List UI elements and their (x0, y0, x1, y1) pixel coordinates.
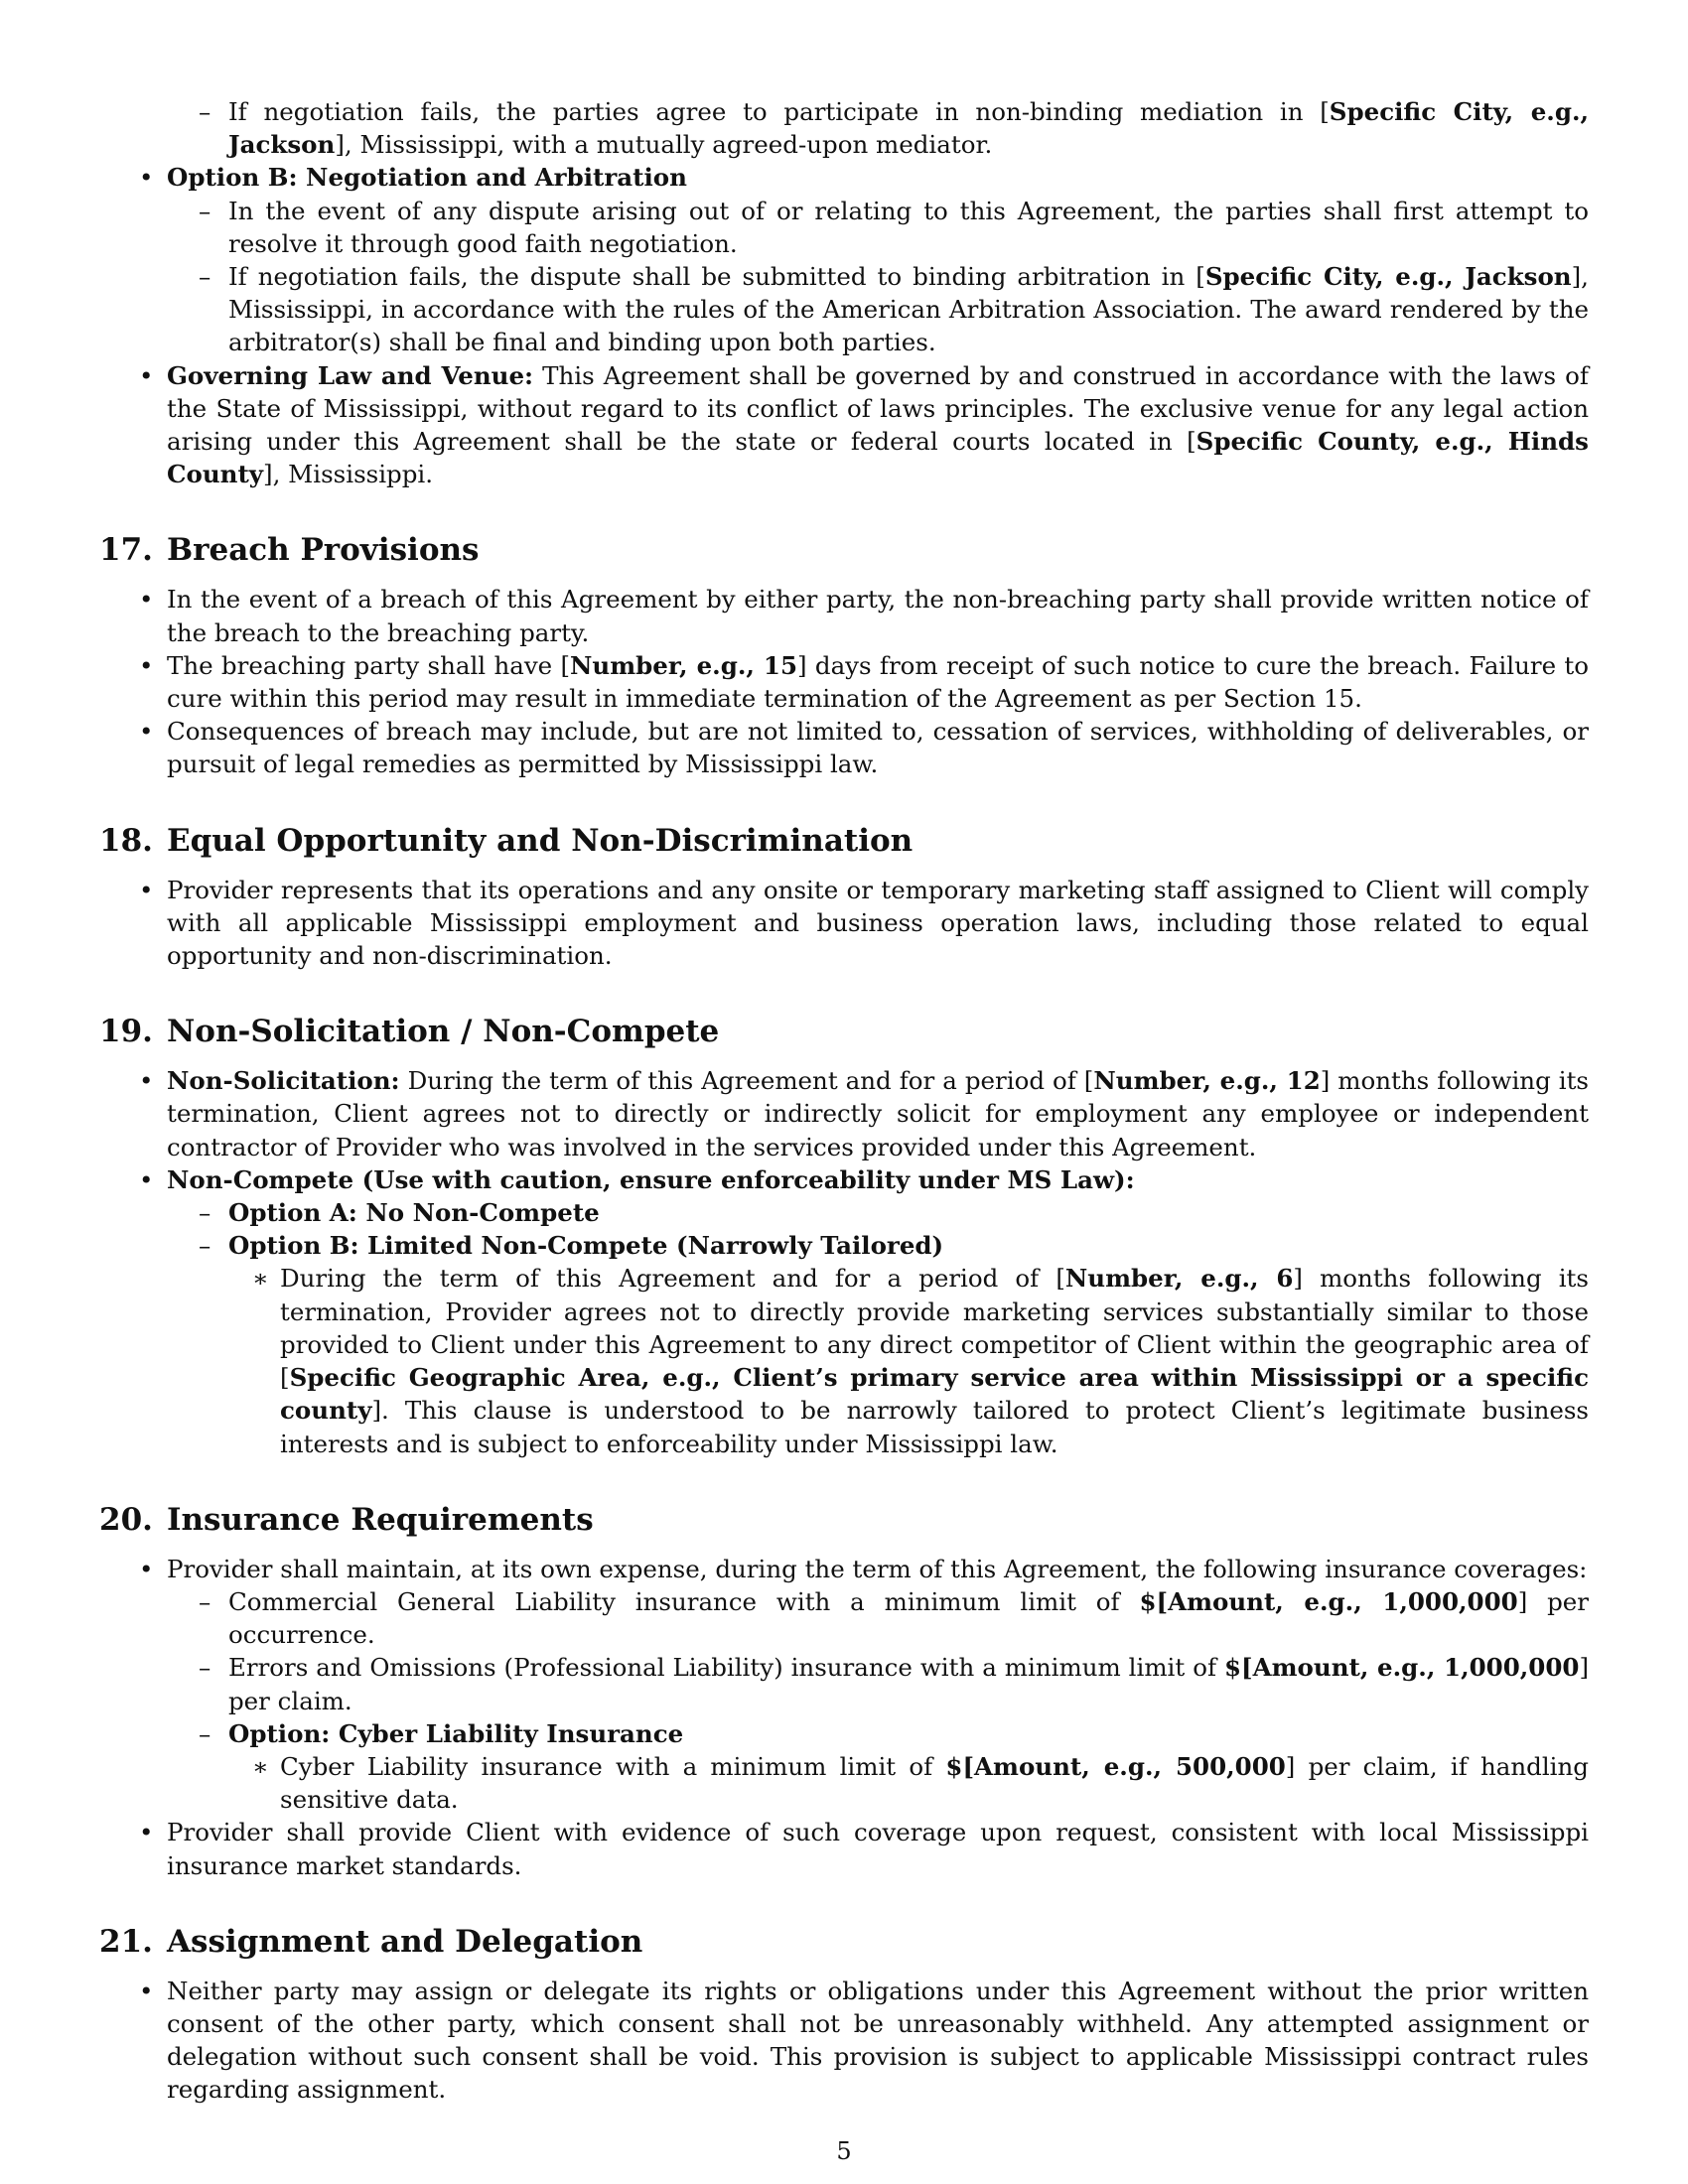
page-number: 5 (836, 2137, 852, 2165)
text-run: ] days from receipt of such notice to cure the breach. Failure to cure within this period may result in immediate termination of the Agreement as per Section 15. (167, 650, 1589, 714)
placeholder-field: Specific Geographic Area, e.g., Client’s primary service area within Mississippi or a specific county (280, 1363, 1589, 1426)
text-run: Cyber Liability insurance with a minimum limit of (280, 1751, 946, 1781)
text-run: Provider shall provide Client with evidence of such coverage upon request, consistent with local Mississippi insurance market standards. (167, 1818, 1589, 1880)
placeholder-field: Number, e.g., 6 (1064, 1264, 1294, 1294)
option-label: Option A: No Non-Compete (228, 1198, 600, 1228)
text-run: ], Mississippi, in accordance with the rules of the American Arbitration Association. The award rendered by the arbitrator(s) shall be final and binding upon both parties. (228, 262, 1589, 357)
arbitration-item (228, 260, 1589, 359)
section-number: 18. (99, 822, 153, 859)
text-run: Neither party may assign or delegate its rights or obligations under this Agreement without the prior written consent of the other party, which consent shall not be unreasonably withheld. Any attempted assignment or delegation without such consent shall be void. This provision is subject to applicable Mississippi contract rules regarding assignment. (167, 1976, 1589, 2105)
text-run: The breaching party shall have [ (167, 650, 571, 680)
text-run: ] per claim, if handling sensitive data. (280, 1751, 1589, 1815)
option-a-item (228, 1196, 1589, 1229)
non-compete-item (167, 1163, 1589, 1196)
item-label: Non-Compete (Use with caution, ensure enforceability under MS Law): (167, 1164, 1135, 1194)
non-solicitation-item (167, 1064, 1589, 1163)
equal-opportunity-item (167, 874, 1589, 973)
placeholder-field: $[Amount, e.g., 500,000 (945, 1751, 1286, 1781)
breach-cure-item (167, 649, 1589, 715)
text-run: This Agreement shall be governed by and construed in accordance with the laws of the State of Mississippi, without regard to its conflict of laws principles. The exclusive venue for any legal action arising under this Agreement shall be the state or federal courts located in [ (167, 360, 1589, 457)
section-title: Insurance Requirements (166, 1501, 594, 1538)
placeholder-field: Specific City, e.g., Jackson (228, 97, 1590, 160)
governing-law-item (167, 359, 1589, 491)
breach-notice-item (167, 583, 1589, 648)
option-label: Option B: Negotiation and Arbitration (167, 163, 687, 193)
insurance-evidence-item (167, 1816, 1589, 1881)
item-label: Governing Law and Venue: (167, 360, 534, 390)
text-run: If negotiation fails, the parties agree to participate in non-binding mediation in [ (228, 97, 1330, 126)
placeholder-field: Number, e.g., 12 (1093, 1066, 1321, 1096)
text-run: During the term of this Agreement and for a period of [ (280, 1264, 1065, 1294)
section-title: Assignment and Delegation (166, 1923, 643, 1960)
placeholder-field: $[Amount, e.g., 1,000,000 (1223, 1653, 1580, 1683)
eo-insurance-item (228, 1651, 1589, 1716)
page-content (99, 95, 1589, 2107)
text-run: ] per occurrence. (228, 1586, 1589, 1650)
text-run: If negotiation fails, the dispute shall be submitted to binding arbitration in [ (228, 262, 1205, 292)
negotiation-item (228, 195, 1589, 260)
section-21-heading (99, 1922, 1589, 1962)
text-run: Errors and Omissions (Professional Liability) insurance with a minimum limit of (228, 1653, 1224, 1683)
text-run: Provider shall maintain, at its own expense, during the term of this Agreement, the following insurance coverages: (167, 1554, 1588, 1583)
text-run: ] months following its termination, Client agrees not to directly or indirectly solicit for employment any employee or independent contractor of Provider who was involved in the services provided under this Agreement. (167, 1066, 1589, 1161)
text-run: Commercial General Liability insurance with a minimum limit of (228, 1586, 1140, 1616)
section-number: 17. (99, 532, 153, 569)
text-run: In the event of a breach of this Agreement by either party, the non-breaching party shall provide written notice of the breach to the breaching party. (167, 585, 1589, 647)
option-b-item (167, 161, 1589, 194)
section-18-heading (99, 821, 1589, 861)
section-title: Breach Provisions (166, 532, 480, 569)
option-label: Option B: Limited Non-Compete (Narrowly Tailored) (228, 1231, 944, 1261)
text-run: During the term of this Agreement and for a period of [ (399, 1066, 1094, 1096)
text-run: ] months following its termination, Provider agrees not to directly provide marketing services substantially similar to those provided to Client under this Agreement to any direct competitor of Client within the geographic area of [ (280, 1264, 1589, 1393)
text-run: ]. This clause is understood to be narrowly tailored to protect Client’s legitimate business interests and is subject to enforceability under Mississippi law. (280, 1396, 1589, 1458)
placeholder-field: Number, e.g., 15 (570, 650, 798, 680)
text-run: ], Mississippi, with a mutually agreed-upon mediator. (335, 130, 993, 160)
section-number: 21. (99, 1923, 153, 1960)
cyber-insurance-item (280, 1750, 1589, 1816)
text-run: Provider represents that its operations and any onsite or temporary marketing staff assigned to Client will comply with all applicable Mississippi employment and business operation laws, including those related to equal opportunity and non-discrimination. (167, 875, 1589, 971)
non-compete-clause-item (280, 1262, 1589, 1459)
cgl-insurance-item (228, 1585, 1589, 1651)
placeholder-field: Specific City, e.g., Jackson (1204, 262, 1572, 292)
section-19-heading (99, 1012, 1589, 1051)
section-20-heading (99, 1500, 1589, 1540)
text-run: Consequences of breach may include, but are not limited to, cessation of services, withholding of deliverables, or pursuit of legal remedies as permitted by Mississippi law. (167, 717, 1589, 779)
section-title: Non-Solicitation / Non-Compete (166, 1014, 720, 1050)
option-b-item (228, 1229, 1589, 1262)
section-number: 19. (99, 1014, 153, 1050)
mediation-item (228, 95, 1589, 161)
cyber-option-item (228, 1717, 1589, 1750)
placeholder-field: Specific County, e.g., Hinds County (167, 427, 1589, 489)
assignment-item (167, 1975, 1589, 2107)
section-title: Equal Opportunity and Non-Discrimination (166, 822, 914, 859)
section-17-heading (99, 530, 1589, 570)
text-run: ], Mississippi. (263, 460, 434, 489)
breach-consequences-item (167, 715, 1589, 780)
placeholder-field: $[Amount, e.g., 1,000,000 (1139, 1586, 1518, 1616)
insurance-maintain-item (167, 1553, 1589, 1585)
option-label: Option: Cyber Liability Insurance (228, 1718, 684, 1748)
item-label: Non-Solicitation: (167, 1066, 400, 1096)
text-run: In the event of any dispute arising out of or relating to this Agreement, the parties shall first attempt to resolve it through good faith negotiation. (228, 196, 1589, 258)
text-run: ] per claim. (228, 1653, 1590, 1715)
section-number: 20. (99, 1501, 153, 1538)
